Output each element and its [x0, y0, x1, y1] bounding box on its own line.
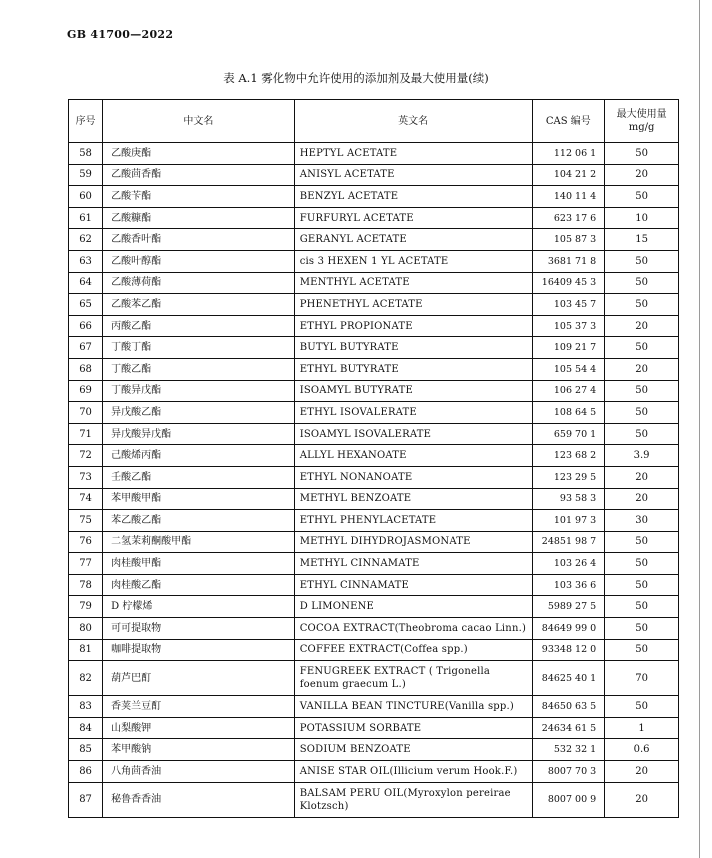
cell-max: 20	[605, 466, 679, 488]
cell-cn: 八角茴香油	[103, 761, 295, 783]
cell-max: 50	[605, 618, 679, 640]
cell-seq: 85	[69, 739, 103, 761]
table-row	[69, 229, 679, 251]
cell-cn: 丁酸乙酯	[103, 358, 295, 380]
cell-max: 50	[605, 272, 679, 294]
table-row	[69, 250, 679, 272]
table-title: 表 A.1 雾化物中允许使用的添加剂及最大使用量(续)	[223, 71, 489, 85]
cell-en: BALSAM PERU OIL(Myroxylon pereirae Klotzsch)	[294, 782, 532, 817]
cell-seq: 74	[69, 488, 103, 510]
table-row	[69, 272, 679, 294]
standard-number: GB 41700—2022	[67, 28, 174, 41]
cell-seq: 75	[69, 510, 103, 532]
cell-cn: 苯甲酸甲酯	[103, 488, 295, 510]
cell-max: 50	[605, 402, 679, 424]
cell-cn: 丁酸丁酯	[103, 337, 295, 359]
cell-cas: 84650 63 5	[532, 696, 605, 718]
table-row	[69, 358, 679, 380]
cell-en: SODIUM BENZOATE	[294, 739, 532, 761]
cell-max: 50	[605, 596, 679, 618]
cell-cn: 乙酸苯乙酯	[103, 294, 295, 316]
cell-max: 3.9	[605, 445, 679, 467]
cell-cas: 659 70 1	[532, 423, 605, 445]
cell-seq: 63	[69, 250, 103, 272]
cell-cn: 山梨酸钾	[103, 717, 295, 739]
cell-max: 20	[605, 782, 679, 817]
cell-cn: 苯甲酸钠	[103, 739, 295, 761]
cell-seq: 64	[69, 272, 103, 294]
cell-max: 0.6	[605, 739, 679, 761]
cell-cn: 乙酸茴香酯	[103, 164, 295, 186]
cell-cn: 乙酸叶醇酯	[103, 250, 295, 272]
additives-table	[68, 99, 679, 818]
cell-seq: 77	[69, 553, 103, 575]
cell-cn: 二氢茉莉酮酸甲酯	[103, 531, 295, 553]
cell-max: 50	[605, 696, 679, 718]
table-row	[69, 596, 679, 618]
cell-seq: 58	[69, 143, 103, 165]
cell-cn: 乙酸苄酯	[103, 186, 295, 208]
cell-cas: 16409 45 3	[532, 272, 605, 294]
cell-cn: 乙酸薄荷酯	[103, 272, 295, 294]
cell-cn: 异戊酸乙酯	[103, 402, 295, 424]
table-row	[69, 531, 679, 553]
cell-cas: 8007 70 3	[532, 761, 605, 783]
cell-cn: 肉桂酸甲酯	[103, 553, 295, 575]
table-row	[69, 445, 679, 467]
table-row	[69, 402, 679, 424]
cell-max: 20	[605, 761, 679, 783]
cell-en: COCOA EXTRACT(Theobroma cacao Linn.)	[294, 618, 532, 640]
table-row	[69, 380, 679, 402]
table-row	[69, 488, 679, 510]
table-row	[69, 186, 679, 208]
cell-en: ETHYL BUTYRATE	[294, 358, 532, 380]
cell-cn: 己酸烯丙酯	[103, 445, 295, 467]
table-row	[69, 294, 679, 316]
cell-max: 50	[605, 186, 679, 208]
cell-seq: 67	[69, 337, 103, 359]
cell-cas: 8007 00 9	[532, 782, 605, 817]
col-header-en: 英文名	[294, 100, 532, 143]
col-header-cn: 中文名	[103, 100, 295, 143]
cell-seq: 71	[69, 423, 103, 445]
cell-en: POTASSIUM SORBATE	[294, 717, 532, 739]
cell-cas: 109 21 7	[532, 337, 605, 359]
cell-cas: 123 29 5	[532, 466, 605, 488]
cell-en: METHYL CINNAMATE	[294, 553, 532, 575]
cell-cn: 乙酸庚酯	[103, 143, 295, 165]
cell-max: 50	[605, 574, 679, 596]
cell-en: ETHYL ISOVALERATE	[294, 402, 532, 424]
cell-seq: 69	[69, 380, 103, 402]
cell-cas: 105 54 4	[532, 358, 605, 380]
cell-en: GERANYL ACETATE	[294, 229, 532, 251]
cell-cas: 24634 61 5	[532, 717, 605, 739]
table-row	[69, 696, 679, 718]
cell-cas: 106 27 4	[532, 380, 605, 402]
cell-seq: 82	[69, 661, 103, 696]
col-header-cas: CAS 编号	[532, 100, 605, 143]
table-row	[69, 661, 679, 696]
cell-cn: 乙酸糠酯	[103, 207, 295, 229]
table-row	[69, 510, 679, 532]
cell-en: FURFURYL ACETATE	[294, 207, 532, 229]
cell-max: 50	[605, 250, 679, 272]
cell-en: COFFEE EXTRACT(Coffea spp.)	[294, 639, 532, 661]
cell-en: D LIMONENE	[294, 596, 532, 618]
cell-seq: 81	[69, 639, 103, 661]
cell-cas: 105 87 3	[532, 229, 605, 251]
cell-cas: 3681 71 8	[532, 250, 605, 272]
cell-seq: 87	[69, 782, 103, 817]
cell-max: 20	[605, 164, 679, 186]
cell-en: VANILLA BEAN TINCTURE(Vanilla spp.)	[294, 696, 532, 718]
table-header-row	[69, 100, 679, 143]
table-row	[69, 739, 679, 761]
cell-en: cis 3 HEXEN 1 YL ACETATE	[294, 250, 532, 272]
table-row	[69, 717, 679, 739]
cell-max: 50	[605, 337, 679, 359]
cell-cas: 123 68 2	[532, 445, 605, 467]
cell-cn: 可可提取物	[103, 618, 295, 640]
cell-en: HEPTYL ACETATE	[294, 143, 532, 165]
col-header-max: 最大使用量 mg/g	[605, 100, 679, 143]
cell-cas: 103 45 7	[532, 294, 605, 316]
cell-seq: 70	[69, 402, 103, 424]
cell-cas: 101 97 3	[532, 510, 605, 532]
cell-max: 50	[605, 423, 679, 445]
table-row	[69, 761, 679, 783]
cell-cn: 葫芦巴酊	[103, 661, 295, 696]
cell-cas: 105 37 3	[532, 315, 605, 337]
cell-seq: 66	[69, 315, 103, 337]
table-body	[69, 143, 679, 818]
cell-cas: 103 26 4	[532, 553, 605, 575]
table-row	[69, 574, 679, 596]
col-header-seq: 序号	[69, 100, 103, 143]
table-row	[69, 315, 679, 337]
cell-cas: 93348 12 0	[532, 639, 605, 661]
cell-max: 50	[605, 553, 679, 575]
cell-max: 1	[605, 717, 679, 739]
cell-en: PHENETHYL ACETATE	[294, 294, 532, 316]
cell-max: 15	[605, 229, 679, 251]
cell-max: 50	[605, 143, 679, 165]
cell-cn: 咖啡提取物	[103, 639, 295, 661]
cell-en: FENUGREEK EXTRACT ( Trigonella foenum graecum L.)	[294, 661, 532, 696]
cell-seq: 61	[69, 207, 103, 229]
cell-max: 50	[605, 531, 679, 553]
cell-seq: 73	[69, 466, 103, 488]
table-row	[69, 639, 679, 661]
table-row	[69, 618, 679, 640]
cell-cn: 丁酸异戊酯	[103, 380, 295, 402]
cell-cn: 异戊酸异戊酯	[103, 423, 295, 445]
table-row	[69, 164, 679, 186]
cell-en: BUTYL BUTYRATE	[294, 337, 532, 359]
cell-en: ANISE STAR OIL(Illicium verum Hook.F.)	[294, 761, 532, 783]
cell-cn: 乙酸香叶酯	[103, 229, 295, 251]
table-row	[69, 553, 679, 575]
cell-en: ETHYL CINNAMATE	[294, 574, 532, 596]
cell-en: ISOAMYL ISOVALERATE	[294, 423, 532, 445]
cell-cn: 丙酸乙酯	[103, 315, 295, 337]
cell-seq: 84	[69, 717, 103, 739]
table-row	[69, 782, 679, 817]
cell-max: 50	[605, 294, 679, 316]
cell-max: 20	[605, 315, 679, 337]
cell-cas: 5989 27 5	[532, 596, 605, 618]
cell-cas: 108 64 5	[532, 402, 605, 424]
cell-seq: 68	[69, 358, 103, 380]
table-row	[69, 423, 679, 445]
cell-max: 20	[605, 488, 679, 510]
cell-max: 50	[605, 639, 679, 661]
cell-en: MENTHYL ACETATE	[294, 272, 532, 294]
cell-seq: 62	[69, 229, 103, 251]
cell-seq: 65	[69, 294, 103, 316]
cell-cas: 140 11 4	[532, 186, 605, 208]
cell-cas: 112 06 1	[532, 143, 605, 165]
cell-cas: 93 58 3	[532, 488, 605, 510]
cell-en: ETHYL PROPIONATE	[294, 315, 532, 337]
cell-max: 20	[605, 358, 679, 380]
cell-cas: 104 21 2	[532, 164, 605, 186]
cell-en: ALLYL HEXANOATE	[294, 445, 532, 467]
cell-en: BENZYL ACETATE	[294, 186, 532, 208]
table-row	[69, 143, 679, 165]
cell-seq: 72	[69, 445, 103, 467]
page-edge-rule	[699, 0, 700, 858]
cell-en: ETHYL NONANOATE	[294, 466, 532, 488]
cell-cas: 623 17 6	[532, 207, 605, 229]
cell-cas: 84625 40 1	[532, 661, 605, 696]
cell-max: 30	[605, 510, 679, 532]
cell-cas: 84649 99 0	[532, 618, 605, 640]
cell-seq: 78	[69, 574, 103, 596]
cell-max: 10	[605, 207, 679, 229]
cell-seq: 80	[69, 618, 103, 640]
table-row	[69, 337, 679, 359]
cell-cn: 秘鲁香香油	[103, 782, 295, 817]
cell-en: METHYL BENZOATE	[294, 488, 532, 510]
cell-cn: D 柠檬烯	[103, 596, 295, 618]
cell-seq: 86	[69, 761, 103, 783]
cell-en: ETHYL PHENYLACETATE	[294, 510, 532, 532]
cell-cn: 香荚兰豆酊	[103, 696, 295, 718]
cell-en: ISOAMYL BUTYRATE	[294, 380, 532, 402]
cell-cas: 532 32 1	[532, 739, 605, 761]
cell-cn: 苯乙酸乙酯	[103, 510, 295, 532]
cell-cas: 103 36 6	[532, 574, 605, 596]
table-row	[69, 207, 679, 229]
cell-cn: 肉桂酸乙酯	[103, 574, 295, 596]
cell-seq: 59	[69, 164, 103, 186]
cell-seq: 83	[69, 696, 103, 718]
cell-max: 70	[605, 661, 679, 696]
cell-seq: 79	[69, 596, 103, 618]
cell-en: METHYL DIHYDROJASMONATE	[294, 531, 532, 553]
table-row	[69, 466, 679, 488]
cell-seq: 60	[69, 186, 103, 208]
cell-en: ANISYL ACETATE	[294, 164, 532, 186]
cell-cas: 24851 98 7	[532, 531, 605, 553]
cell-seq: 76	[69, 531, 103, 553]
cell-cn: 壬酸乙酯	[103, 466, 295, 488]
cell-max: 50	[605, 380, 679, 402]
